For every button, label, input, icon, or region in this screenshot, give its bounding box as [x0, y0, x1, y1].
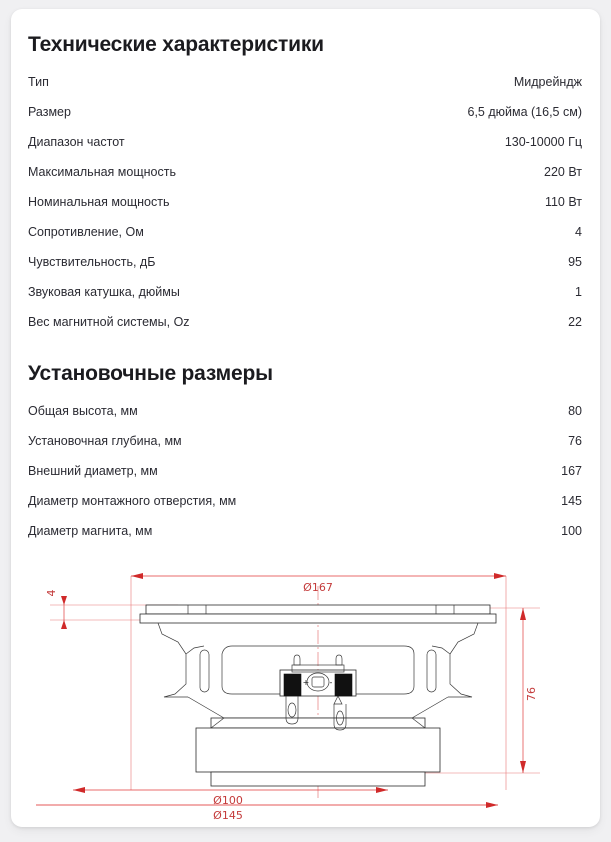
- spec-label: Вес магнитной системы, Oz: [28, 315, 190, 329]
- spec-label: Внешний диаметр, мм: [28, 464, 158, 478]
- spec-value: 167: [561, 464, 582, 478]
- dimension-flange-thickness: [45, 590, 67, 630]
- table-row: [28, 127, 582, 157]
- card-content: [11, 9, 600, 827]
- drawing-svg: [28, 558, 588, 827]
- spec-value: 4: [575, 225, 582, 239]
- spec-value: 80: [568, 404, 582, 418]
- spec-list-dimensions: [28, 396, 582, 546]
- terminal-negative-mark: -: [329, 678, 333, 687]
- spec-label: Сопротивление, Ом: [28, 225, 144, 239]
- spec-label: Диаметр магнита, мм: [28, 524, 153, 538]
- table-row: [28, 307, 582, 337]
- spec-label: Тип: [28, 75, 49, 89]
- spec-list-technical: [28, 67, 582, 337]
- spec-value: 130-10000 Гц: [504, 135, 582, 149]
- spec-label: Звуковая катушка, дюймы: [28, 285, 180, 299]
- dimension-outer-diameter: [131, 573, 506, 594]
- table-row: [28, 217, 582, 247]
- dimension-mounting-hole: [36, 802, 498, 822]
- speaker-cross-section-drawing: [28, 558, 582, 827]
- spec-label: Чувствительность, дБ: [28, 255, 156, 269]
- spec-label: Размер: [28, 105, 71, 119]
- spec-label: Диапазон частот: [28, 135, 125, 149]
- spec-value: 220 Вт: [544, 165, 582, 179]
- dimension-label-magnet-diameter: Ø100: [213, 794, 243, 807]
- spec-label: Диаметр монтажного отверстия, мм: [28, 494, 237, 508]
- spec-card: [11, 9, 600, 827]
- table-row: [28, 157, 582, 187]
- spec-value: 22: [568, 315, 582, 329]
- spec-label: Установочная глубина, мм: [28, 434, 182, 448]
- spec-value: 95: [568, 255, 582, 269]
- spec-value: 1: [575, 285, 582, 299]
- table-row: [28, 396, 582, 426]
- page-title: Технические характеристики: [28, 33, 324, 56]
- table-row: [28, 486, 582, 516]
- table-row: [28, 187, 582, 217]
- spec-label: Общая высота, мм: [28, 404, 138, 418]
- spec-value: 110 Вт: [544, 195, 582, 209]
- table-row: [28, 247, 582, 277]
- spec-label: Максимальная мощность: [28, 165, 176, 179]
- spec-value: 100: [561, 524, 582, 538]
- table-row: [28, 516, 582, 546]
- table-row: [28, 426, 582, 456]
- table-row: [28, 456, 582, 486]
- dimension-label-mounting-hole: Ø145: [213, 809, 243, 822]
- table-row: [28, 97, 582, 127]
- dimension-magnet-diameter: [73, 787, 388, 807]
- spec-value: 6,5 дюйма (16,5 см): [467, 105, 582, 119]
- spec-label: Номинальная мощность: [28, 195, 170, 209]
- table-row: [28, 277, 582, 307]
- section-title-dimensions: Установочные размеры: [28, 362, 273, 385]
- dimension-label-flange-thickness: 4: [45, 589, 58, 597]
- dimension-label-mounting-depth: 76: [525, 687, 538, 701]
- dimension-label-outer-diameter: Ø167: [303, 581, 333, 594]
- spec-value: Мидрейндж: [513, 75, 582, 89]
- terminal-positive-mark: +: [302, 678, 310, 687]
- spec-value: 76: [568, 434, 582, 448]
- dimension-mounting-depth: [520, 608, 538, 773]
- table-row: [28, 67, 582, 97]
- spec-value: 145: [561, 494, 582, 508]
